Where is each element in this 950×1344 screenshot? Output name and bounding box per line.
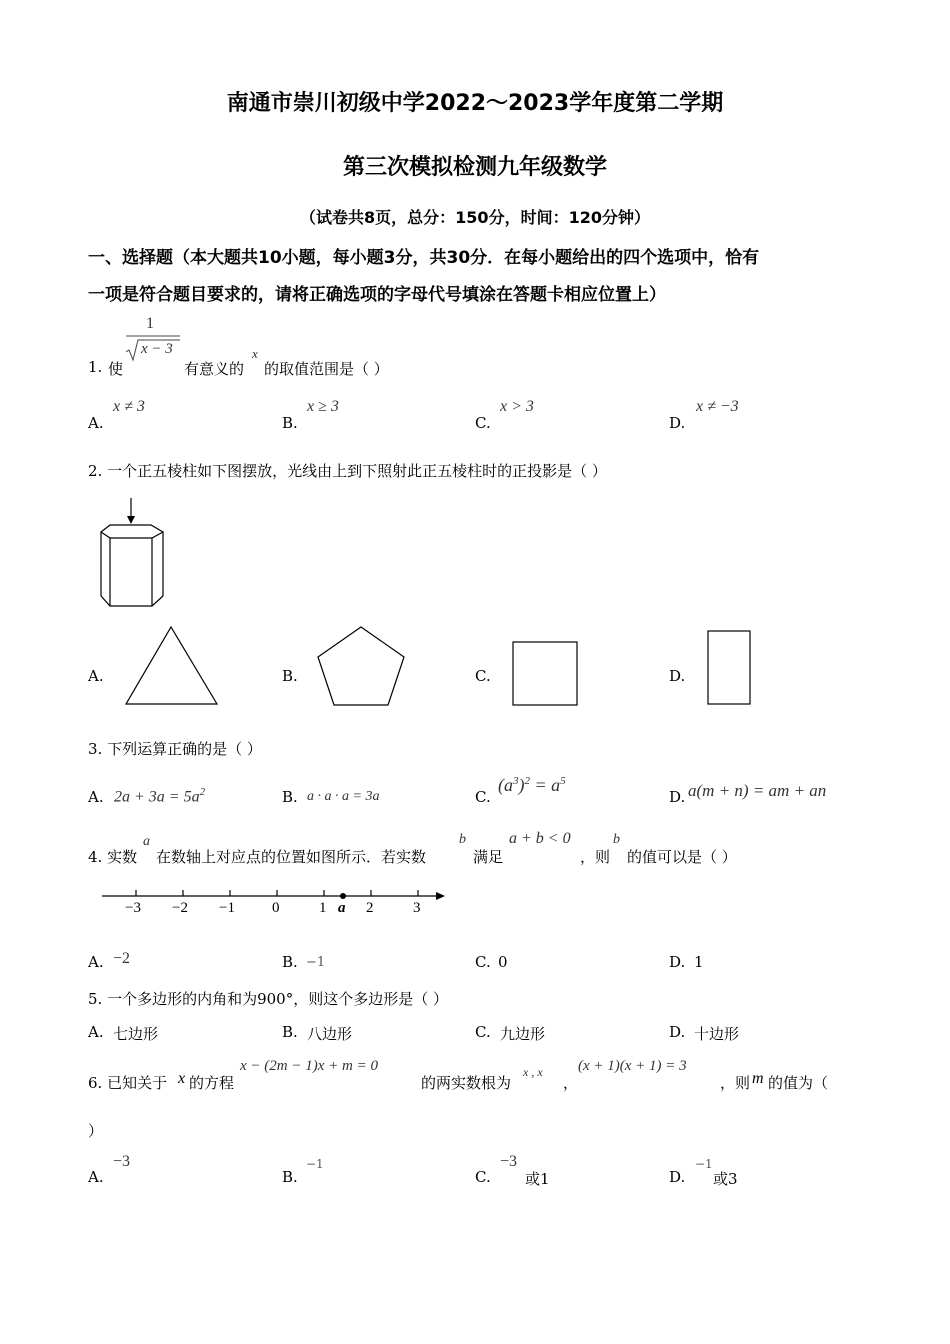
q4-var-b-2: b [613,832,620,847]
q5-option-a-value: 七边形 [113,1025,159,1043]
triangle-shape [124,626,220,706]
q3-text: 3. 下列运算正确的是（ ） [88,740,262,758]
q5-option-c-value: 九边形 [500,1025,546,1043]
q3-option-b-math: a · a · a = 3a [307,789,380,804]
q4-text-3: 满足 [473,848,504,866]
q1-number: 1. [88,358,103,376]
section-heading-line2: 一项是符合题目要求的，请将正确选项的字母代号填涂在答题卡相应位置上） [88,285,666,305]
q4-condition: a + b < 0 [509,830,571,847]
q6-var-m: m [752,1070,764,1087]
q6-option-a-label: A. [88,1168,104,1186]
section-heading-line1: 一、选择题（本大题共10小题，每小题3分，共30分．在每小题给出的四个选项中，恰有 [88,248,760,268]
axis-label: −3 [125,900,141,916]
q5-option-d-value: 十边形 [694,1025,740,1043]
q6-option-c-label: C. [475,1168,491,1186]
q4-option-a-label: A. [88,953,104,971]
q6-close: ） [88,1122,104,1140]
q1-var: x [252,346,258,361]
q1-option-a-label: A. [88,414,104,432]
q4-var-b: b [459,832,466,847]
page-title: 南通市崇川初级中学2022～2023学年度第二学期 [226,91,724,116]
exam-info: （试卷共8页，总分：150分，时间：120分钟） [300,208,650,227]
axis-label: 1 [319,900,327,916]
q1-fraction-numerator: 1 [146,315,154,332]
q6-option-a-value: −3 [113,1153,131,1170]
axis-label: −1 [219,900,235,916]
q4-option-c-value: 0 [498,953,508,971]
q6-mid4: ，则 [720,1074,751,1092]
q6-option-d-label: D. [669,1168,686,1186]
q3-option-c-math: $(a^3)^2 = a^5$ [498,775,566,795]
q1-mid: 有意义的 [184,360,245,378]
q4-text-2: 在数轴上对应点的位置如图所示．若实数 [156,848,427,866]
q6-pre: 6. 已知关于 [88,1074,168,1092]
q6-option-d-suffix: 或3 [713,1170,738,1188]
point-a-label: a [338,900,346,916]
q1-pre: 使 [108,360,124,378]
q4-option-d-label: D. [669,953,686,971]
q5-option-b-label: B. [282,1023,298,1041]
q6-option-c-value: −3 [500,1153,518,1170]
pentagonal-prism-figure [95,496,175,611]
q1-option-b-label: B. [282,414,298,432]
q6-option-d-value: −1 [695,1157,713,1171]
q4-text-1: 4. 实数 [88,848,138,866]
q4-option-a-value: −2 [113,950,131,967]
rectangle-shape [707,630,753,706]
axis-label: −2 [172,900,188,916]
q4-option-c-label: C. [475,953,491,971]
q3-option-c-label: C. [475,788,491,806]
q2-text: 2. 一个正五棱柱如下图摆放，光线由上到下照射此正五棱柱时的正投影是（ ） [88,462,607,480]
q2-option-b-label: B. [282,667,298,685]
pentagon-shape [316,625,406,707]
q6-option-b-label: B. [282,1168,298,1186]
q6-post: 的值为（ [768,1074,829,1092]
q1-option-a-math: x ≠ 3 [113,398,145,415]
q5-text: 5. 一个多边形的内角和为900°，则这个多边形是（ ） [88,990,448,1008]
q4-var-a: a [143,834,150,849]
q5-option-c-label: C. [475,1023,491,1041]
q1-option-d-label: D. [669,414,686,432]
q6-mid2: 的两实数根为 [421,1074,512,1092]
q3-option-a-math: $2a + 3a = 5a^2$ [114,786,206,806]
square-shape [512,641,580,707]
q6-mid1: 的方程 [189,1074,235,1092]
q4-text-5: 的值可以是（ ） [627,848,737,866]
q4-option-b-value: −1 [306,955,326,970]
q6-roots: x , x [523,1065,543,1079]
q3-option-b-label: B. [282,788,298,806]
q2-option-d-label: D. [669,667,686,685]
q2-option-c-label: C. [475,667,491,685]
q3-option-d-label: D. [669,788,686,806]
q5-option-b-value: 八边形 [307,1025,353,1043]
q6-mid3: ， [563,1074,579,1092]
q1-option-c-math: x > 3 [500,398,534,415]
q4-option-b-label: B. [282,953,298,971]
page-subtitle: 第三次模拟检测九年级数学 [342,155,607,180]
q1-fraction-denominator: x − 3 [141,341,173,357]
q4-option-d-value: 1 [694,953,704,971]
q6-var-x: x [178,1070,186,1087]
q6-condition: (x + 1)(x + 1) = 3 [578,1058,687,1074]
q1-option-b-math: x ≥ 3 [307,398,339,415]
q3-option-d-math: a(m + n) = am + an [688,781,827,800]
q5-option-d-label: D. [669,1023,686,1041]
q6-equation: x − (2m − 1)x + m = 0 [240,1058,378,1074]
q1-post: 的取值范围是（ ） [264,360,389,378]
q1-option-d-math: x ≠ −3 [696,398,739,415]
q4-text-4: ，则 [580,848,611,866]
axis-label: 2 [366,900,374,916]
q1-option-c-label: C. [475,414,491,432]
q6-option-c-suffix: 或1 [525,1170,550,1188]
q5-option-a-label: A. [88,1023,104,1041]
axis-label: 3 [413,900,421,916]
q2-option-a-label: A. [88,667,104,685]
q3-option-a-label: A. [88,788,104,806]
axis-label: 0 [272,900,280,916]
q6-option-b-value: −1 [306,1157,324,1171]
